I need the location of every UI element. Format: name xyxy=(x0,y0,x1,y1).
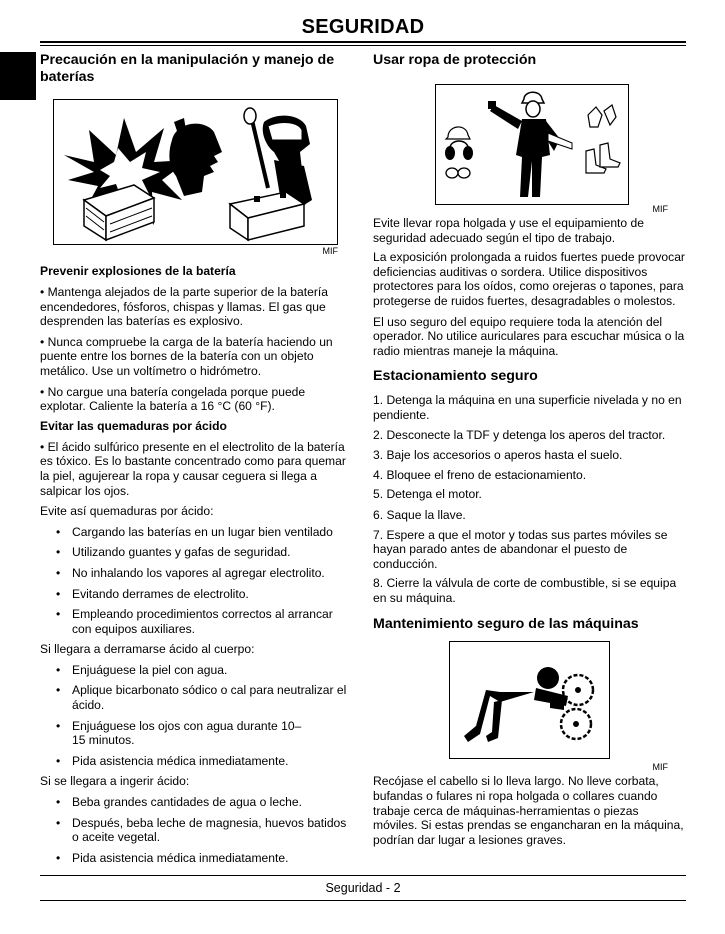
list-item: • Enjuáguese la piel con agua. xyxy=(56,663,351,678)
avoid-burns-list xyxy=(40,525,351,637)
battery-figure xyxy=(53,99,338,245)
hard-hat-icon xyxy=(446,127,470,139)
loose-clothing-paragraph: Recójase el cabello si lo lleva largo. No lleve corbata, bufandas o fulares ni ropa holgada o collares cuando trabaje cerca de máquinas-herramientas o piezas móviles. Si estas prendas se engancharan en la máquina, podrían dar lugar a lesiones graves. xyxy=(373,774,684,847)
footer-rule xyxy=(40,875,686,876)
boots-icon xyxy=(586,143,620,173)
list-item: • No inhalando los vapores al agregar electrolito. xyxy=(56,566,351,581)
list-item: • Utilizando guantes y gafas de seguridad. xyxy=(56,545,351,560)
maintenance-figure xyxy=(449,641,610,759)
acid-ingested-list xyxy=(40,795,351,865)
clothing-paragraph: Evite llevar ropa holgada y use el equipamiento de seguridad adecuado según el tipo de trabajo. xyxy=(373,216,644,245)
safe-parking-heading: Estacionamiento seguro xyxy=(373,368,538,385)
list-item: • Cargando las baterías en un lugar bien ventilado xyxy=(56,525,351,540)
parking-step: 5. Detenga el motor. xyxy=(373,487,482,502)
parking-step: 3. Baje los accesorios o aperos hasta el suelo. xyxy=(373,448,623,463)
parking-step: 4. Bloquee el freno de estacionamiento. xyxy=(373,467,587,482)
page-title: SEGURIDAD xyxy=(301,16,425,38)
gloves-icon xyxy=(588,105,616,127)
noise-paragraph: La exposición prolongada a ruidos fuertes puede provocar deficiencias auditivas o sordera. Utilice dispositivos protectores para los oídos, como orejeras o tapones, para protegerse de ruidos fuertes, desagradables o molestos. xyxy=(373,250,685,308)
parking-step: 8. Cierre la válvula de corte de combustible, si se equipa en su máquina. xyxy=(373,576,677,605)
list-item: • Pida asistencia médica inmediatamente. xyxy=(56,754,351,769)
battery-explosion-illustration xyxy=(54,100,337,244)
goggles-icon xyxy=(446,168,470,178)
acid-on-body-list xyxy=(40,663,351,769)
list-item: • Enjuáguese los ojos con agua durante 10– 15 minutos. xyxy=(56,719,351,748)
section-tab-marker xyxy=(0,52,36,100)
title-rule-thin xyxy=(40,45,686,46)
ear-muffs-icon xyxy=(445,141,473,160)
acid-burns-subheading: Evitar las quemaduras por ácido xyxy=(40,418,227,433)
list-item: • Empleando procedimientos correctos al arrancar con equipos auxiliares. xyxy=(56,607,351,636)
parking-steps xyxy=(373,393,686,605)
list-item: • Beba grandes cantidades de agua o leche. xyxy=(56,795,351,810)
protective-gear-illustration xyxy=(436,85,628,204)
list-item: • Pida asistencia médica inmediatamente. xyxy=(56,851,351,866)
maintenance-figure-code: MIF xyxy=(652,762,668,773)
explosion-bullet-1: • Mantenga alejados de la parte superior de la batería encendedores, fósforos, chispas y llamas. El gas que desprenden las baterías es explosivo. xyxy=(40,285,328,329)
parking-step: 7. Espere a que el motor y todas sus partes móviles se hayan parado antes de abandonar el puesto de conducción. xyxy=(373,527,668,571)
parking-step: 6. Saque la llave. xyxy=(373,507,466,522)
worker-figure xyxy=(488,92,572,197)
acid-bullet-1: • El ácido sulfúrico presente en el electrolito de la batería es tóxico. Es lo bastante concentrado como para quemar la piel, agujerear la ropa y causar ceguera si llega a salpicar los ojos. xyxy=(40,439,346,498)
attention-paragraph: El uso seguro del equipo requiere toda la atención del operador. No utilice auriculares para escuchar música o la radio mientras maneje la máquina. xyxy=(373,314,685,358)
title-rule xyxy=(40,41,686,43)
prevent-explosions-subheading: Prevenir explosiones de la batería xyxy=(40,264,236,278)
avoid-burns-intro: Evite así quemaduras por ácido: xyxy=(40,504,214,519)
explosion-bullet-2: • Nunca compruebe la carga de la batería haciendo un puente entre los bornes de la batería con un objeto metálico. Use un voltímetro o hidrómetro. xyxy=(40,334,333,378)
footer-rule-bottom xyxy=(40,900,686,901)
entanglement-illustration xyxy=(450,642,609,758)
battery-heading: Precaución en la manipulación y manejo de baterías xyxy=(40,52,335,85)
page-footer: Seguridad - 2 xyxy=(325,881,401,895)
battery-figure-code: MIF xyxy=(322,246,338,256)
protective-figure-code: MIF xyxy=(652,204,668,214)
list-item: • Después, beba leche de magnesia, huevos batidos o aceite vegetal. xyxy=(56,816,351,845)
left-column xyxy=(40,52,351,865)
protective-clothing-heading: Usar ropa de protección xyxy=(373,52,537,68)
acid-ingested-intro: Si se llegara a ingerir ácido: xyxy=(40,774,190,789)
list-item: • Aplique bicarbonato sódico o cal para neutralizar el ácido. xyxy=(56,683,351,712)
explosion-bullet-3: • No cargue una batería congelada porque puede explotar. Caliente la batería a 16 °C (60 °F). xyxy=(40,384,306,414)
acid-on-body-intro: Si llegara a derramarse ácido al cuerpo: xyxy=(40,642,255,657)
right-column xyxy=(373,52,686,847)
parking-step: 2. Desconecte la TDF y detenga los aperos del tractor. xyxy=(373,427,666,442)
parking-step: 1. Detenga la máquina en una superficie nivelada y no en pendiente. xyxy=(373,393,682,422)
protective-clothing-figure xyxy=(435,84,629,205)
list-item: • Evitando derrames de electrolito. xyxy=(56,587,351,602)
safe-maintenance-heading: Mantenimiento seguro de las máquinas xyxy=(373,616,639,633)
